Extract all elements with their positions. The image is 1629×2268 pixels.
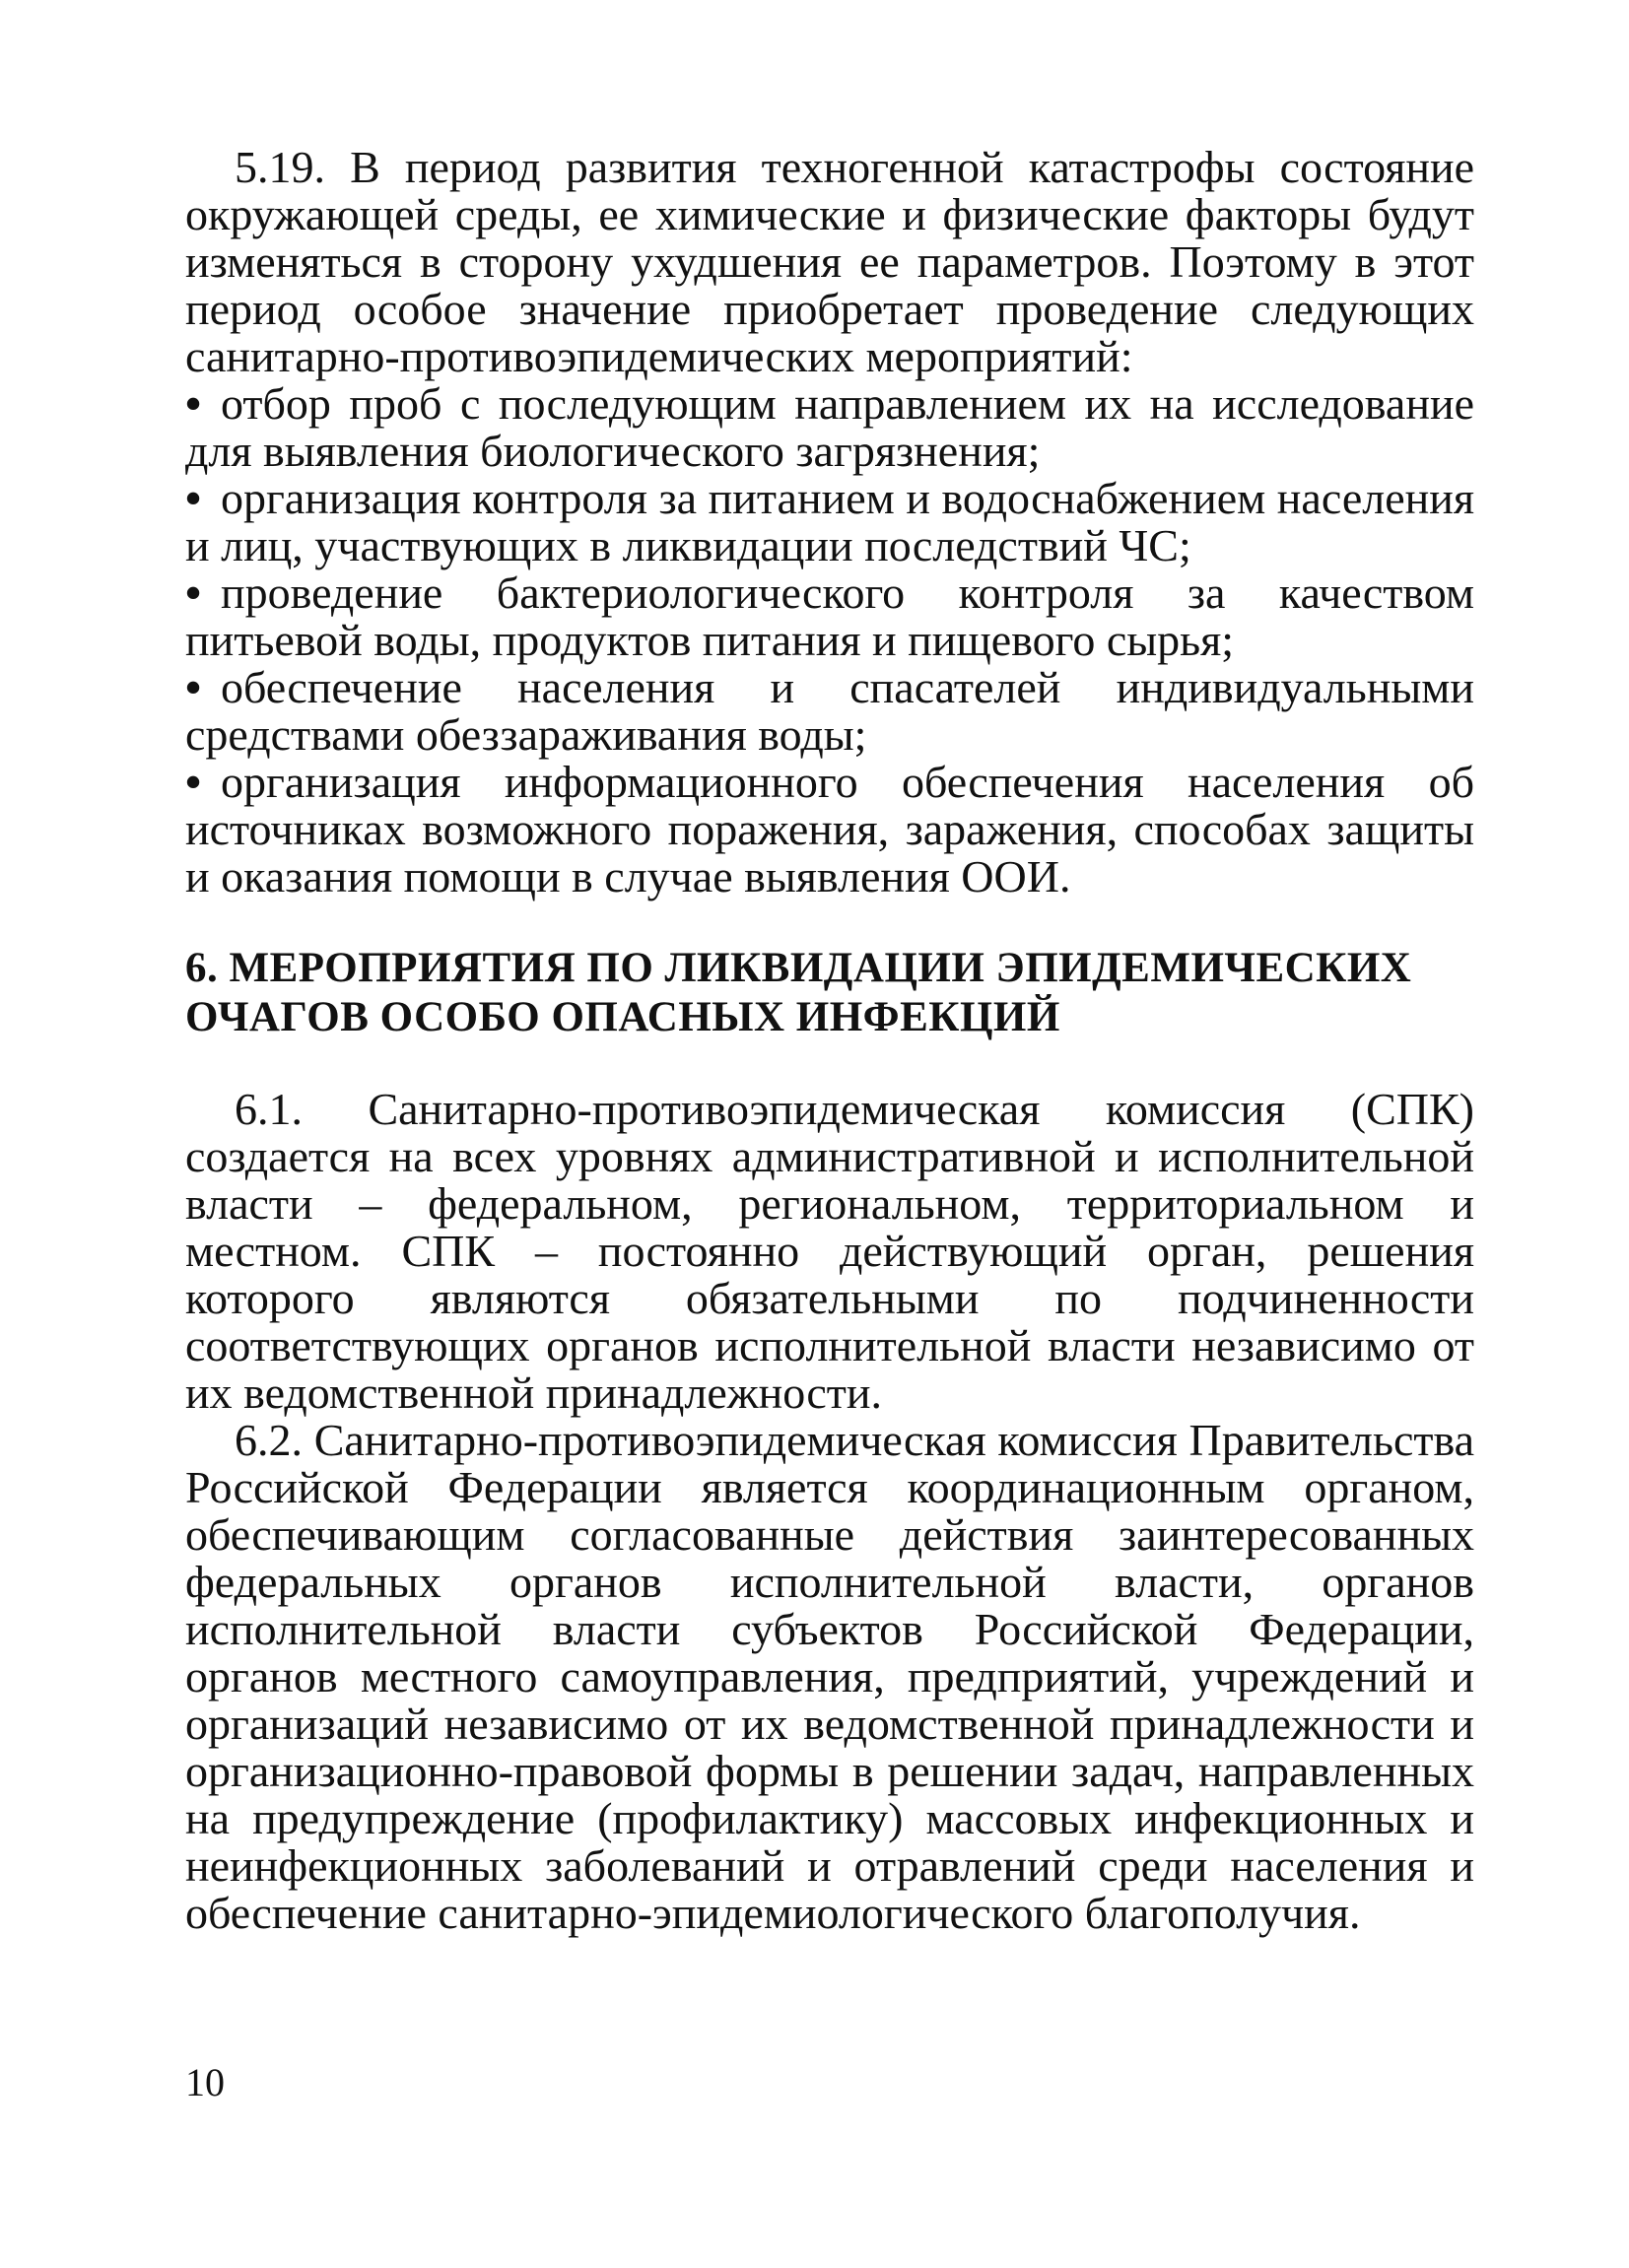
bullet-icon: • (185, 757, 202, 807)
page-number: 10 (185, 2060, 225, 2104)
bullet-icon: • (185, 473, 202, 523)
paragraph-6-1: 6.1. Санитарно-противоэпидемическая комиссия (СПК) создается на всех уровнях административной и исполнительной власти – федеральном, региональном, территориальном и местном. СПК – постоянно действующий орган, решения которого являются обязательными по подчиненности соответствующих органов исполнительной власти независимо от их ведомственной принадлежности. (185, 1084, 1474, 1418)
list-item-text: проведение бактериологического контроля за качеством питьевой воды, продуктов питания и пищевого сырья; (185, 567, 1474, 665)
paragraph-6-2: 6.2. Санитарно-противоэпидемическая комиссия Правительства Российской Федерации является координационным органом, обеспечивающим согласованные действия заинтересованных федеральных органов исполнительной власти, органов исполнительной власти субъектов Российской Федерации, органов местного самоуправления, предприятий, учреждений и организаций независимо от их ведомственной принадлежности и организационно-правовой формы в решении задач, направленных на предупреждение (профилактику) массовых инфекционных и неинфекционных заболеваний и отравлений среди населения и обеспечение санитарно-эпидемиологического благополучия. (185, 1415, 1474, 1938)
list-item-text: обеспечение населения и спасателей индивидуальными средствами обеззараживания воды; (185, 662, 1474, 760)
list-item (185, 569, 1474, 664)
list-item-text: отбор проб с последующим направлением их на исследование для выявления биологического загрязнения; (185, 378, 1474, 476)
paragraph-5-19: 5.19. В период развития техногенной катастрофы состояние окружающей среды, ее химические и физические факторы будут изменяться в сторону ухудшения ее параметров. Поэтому в этот период особое значение приобретает проведение следующих санитарно-противоэпидемических мероприятий: (185, 142, 1474, 381)
list-item-text: организация контроля за питанием и водоснабжением населения и лиц, участвующих в ликвидации последствий ЧС; (185, 473, 1474, 570)
bullet-icon: • (185, 662, 202, 712)
section-6-heading (185, 944, 1474, 1042)
document-page (185, 144, 1474, 1937)
heading-line-2: ОЧАГОВ ОСОБО ОПАСНЫХ ИНФЕКЦИЙ (185, 994, 1060, 1040)
list-item (185, 759, 1474, 901)
measures-list (185, 380, 1474, 901)
bullet-icon: • (185, 567, 202, 618)
bullet-icon: • (185, 378, 202, 429)
list-item (185, 664, 1474, 759)
heading-line-1: 6. МЕРОПРИЯТИЯ ПО ЛИКВИДАЦИИ ЭПИДЕМИЧЕСКИХ (185, 945, 1412, 991)
list-item (185, 475, 1474, 569)
list-item (185, 380, 1474, 475)
list-item-text: организация информационного обеспечения населения об источниках возможного поражения, заражения, способах защиты и оказания помощи в случае выявления ООИ. (185, 757, 1474, 901)
